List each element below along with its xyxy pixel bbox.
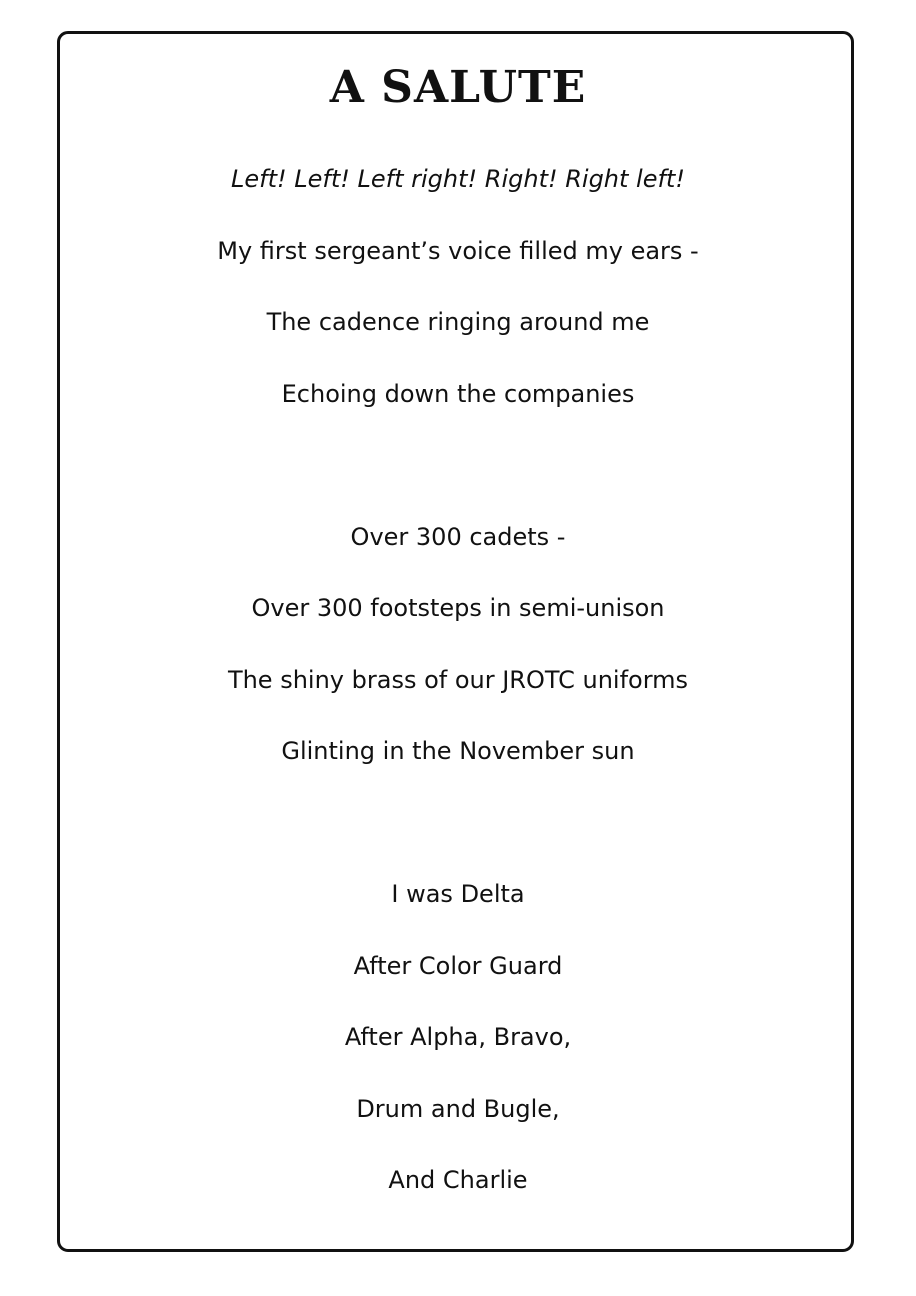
poem-line: The shiny brass of our JROTC uniforms <box>227 666 689 694</box>
poem-line: And Charlie <box>388 1166 528 1194</box>
poem-line: After Color Guard <box>353 952 563 980</box>
poem-line: I was Delta <box>391 880 525 908</box>
poem-frame <box>57 31 854 1252</box>
poem-line: Left! Left! Left right! Right! Right left! <box>231 165 685 193</box>
poem-line: Over 300 cadets - <box>350 523 566 551</box>
poem-line: My first sergeant’s voice filled my ears - <box>217 237 699 265</box>
poem-line: After Alpha, Bravo, <box>344 1023 572 1051</box>
poem-line: The cadence ringing around me <box>266 308 650 336</box>
poem-line: Drum and Bugle, <box>356 1095 560 1123</box>
poem-line: Glinting in the November sun <box>281 737 635 765</box>
poem-title: A SALUTE <box>329 62 587 113</box>
poem-line: Echoing down the companies <box>281 380 635 408</box>
poem-line: Over 300 footsteps in semi-unison <box>251 594 665 622</box>
